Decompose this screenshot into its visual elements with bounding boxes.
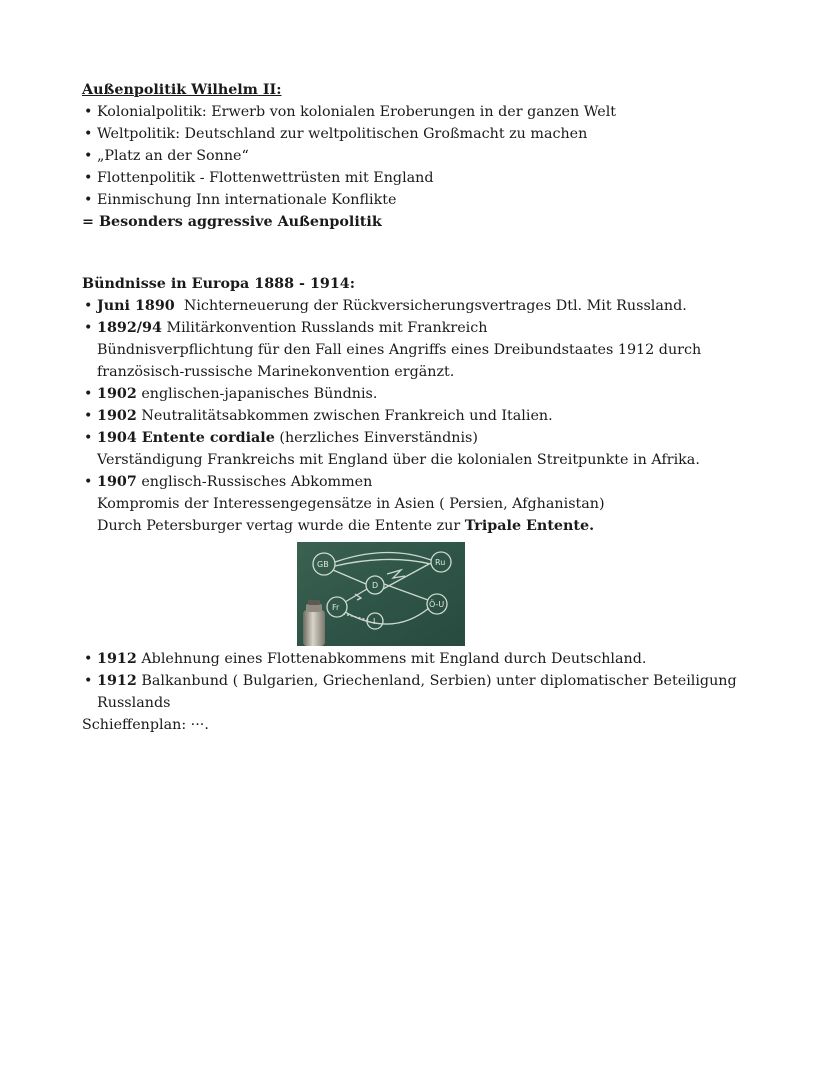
item-date: 1904 Entente cordiale	[97, 430, 275, 446]
list-item	[82, 317, 762, 383]
item-continuation: Kompromis der Interessengegensätze in Asien ( Persien, Afghanistan)	[97, 496, 605, 512]
item-text: englisch-Russisches Abkommen	[136, 474, 373, 490]
item-continuation: französisch-russische Marinekonvention ergänzt.	[97, 364, 455, 380]
conclusion-text: = Besonders aggressive Außenpolitik	[82, 214, 382, 230]
list-item: • Einmischung Inn internationale Konflikte	[82, 189, 762, 211]
item-text: Neutralitätsabkommen zwischen Frankreich und Italien.	[136, 408, 553, 424]
list-item	[82, 648, 762, 670]
list-item: • Weltpolitik: Deutschland zur weltpolitischen Großmacht zu machen	[82, 123, 762, 145]
item-continuation-text: Durch Petersburger vertag wurde die Entente zur	[97, 518, 465, 534]
list-item: • „Platz an der Sonne“	[82, 145, 762, 167]
item-text: (herzliches Einverständnis)	[274, 430, 478, 446]
item-text: Ablehnung eines Flottenabkommens mit England durch Deutschland.	[136, 651, 647, 667]
item-continuation: Verständigung Frankreichs mit England über die kolonialen Streitpunkte in Afrika.	[97, 452, 700, 468]
aussenpolitik-list	[82, 101, 762, 211]
label-d: D	[372, 581, 379, 590]
item-date: 1902	[97, 386, 137, 402]
list-item	[82, 670, 762, 714]
list-item: • Flottenpolitik - Flottenwettrüsten mit England	[82, 167, 762, 189]
label-ru: Ru	[435, 558, 446, 567]
item-date: 1912	[97, 673, 137, 689]
item-text: Nichterneuerung der Rückversicherungsvertrages Dtl. Mit Russland.	[174, 298, 687, 314]
document-content	[82, 79, 762, 736]
item-text: Militärkonvention Russlands mit Frankreich	[161, 320, 488, 336]
section-title-aussenpolitik: Außenpolitik Wilhelm II:	[82, 82, 282, 98]
item-continuation-bold: Tripale Entente.	[464, 518, 595, 534]
footer-text: Schieffenplan: ···.	[82, 717, 209, 733]
list-item	[82, 405, 762, 427]
list-item	[82, 427, 762, 471]
list-item	[82, 471, 762, 537]
chalkboard-photo	[297, 542, 465, 646]
item-continuation: Bündnisverpflichtung für den Fall eines Angriffs eines Dreibundstaates 1912 durch	[97, 342, 702, 358]
item-date: 1912	[97, 651, 137, 667]
list-item: • Kolonialpolitik: Erwerb von kolonialen Eroberungen in der ganzen Welt	[82, 101, 762, 123]
item-date: 1902	[97, 408, 137, 424]
item-text: Balkanbund ( Bulgarien, Griechenland, Serbien) unter diplomatischer Beteiligung	[136, 673, 737, 689]
label-i: I	[373, 617, 376, 626]
label-gb: GB	[317, 560, 329, 569]
label-ou: Ö-U	[429, 600, 445, 609]
item-text: englischen-japanisches Bündnis.	[136, 386, 378, 402]
list-item	[82, 295, 762, 317]
item-date: 1907	[97, 474, 137, 490]
list-item	[82, 383, 762, 405]
buendnisse-list-continued	[82, 648, 762, 714]
section-title-buendnisse: Bündnisse in Europa 1888 - 1914:	[82, 276, 356, 292]
buendnisse-list	[82, 295, 762, 537]
photo-container	[82, 542, 762, 646]
label-fr: Fr	[332, 603, 340, 612]
item-continuation	[97, 515, 762, 537]
item-date: 1892/94	[97, 320, 162, 336]
item-date: Juni 1890	[97, 298, 175, 314]
item-continuation: Russlands	[97, 695, 171, 711]
